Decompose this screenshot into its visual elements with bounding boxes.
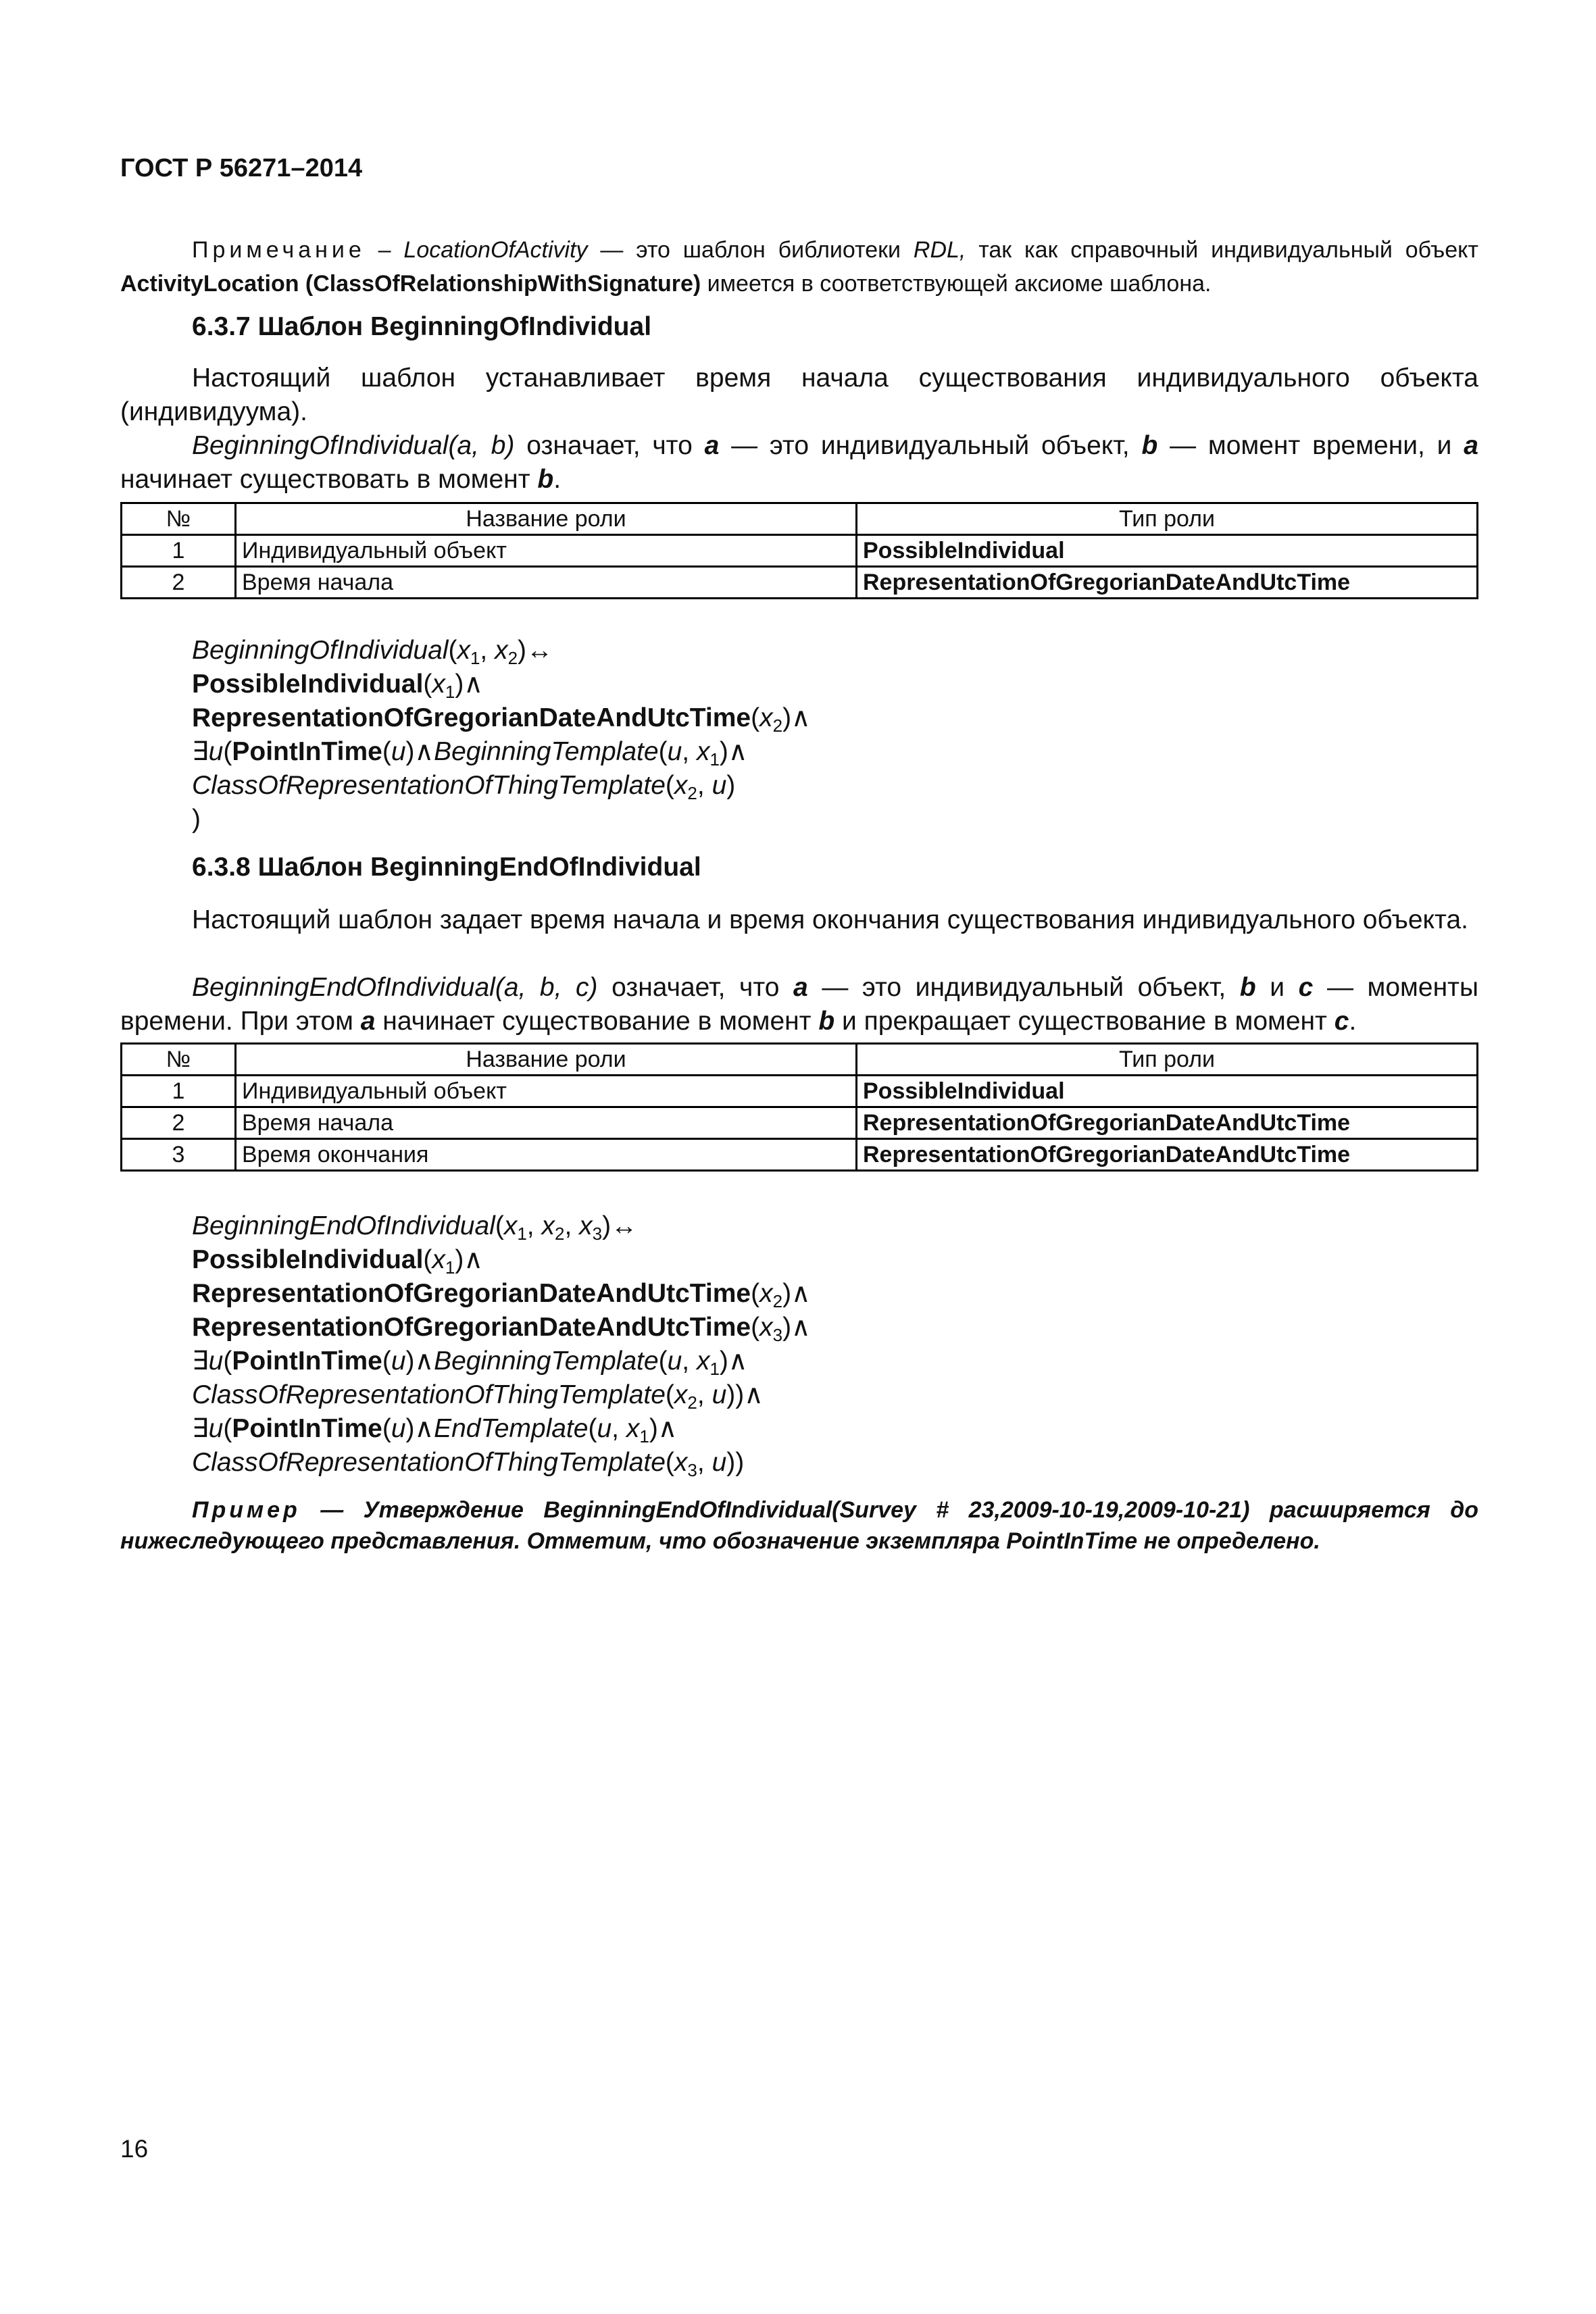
col-role-type: Тип роли — [857, 503, 1478, 535]
note-bold-term: ActivityLocation (ClassOfRelationshipWithSignature) — [120, 271, 701, 297]
section-heading-637: 6.3.7 Шаблон BeginningOfIndividual — [192, 312, 652, 341]
roles-table-638 — [120, 1042, 1478, 1172]
example-paragraph: Пример — Утверждение BeginningEndOfIndividual(Survey # 23,2009-10-19,2009-10-21) расширяется до нижеследующего представления. Отметим, что обозначение экземпляра PointInTime не определено. — [120, 1497, 1478, 1554]
table-row: 1 Индивидуальный объект PossibleIndividual — [122, 1076, 1478, 1107]
col-number: № — [122, 503, 236, 535]
note-term: LocationOfActivity — [403, 237, 588, 263]
col-role-name: Название роли — [236, 1044, 857, 1076]
table-row: 2 Время начала RepresentationOfGregorianDateAndUtcTime — [122, 1107, 1478, 1139]
example-lead: Пример — [192, 1497, 301, 1523]
roles-table-637 — [120, 502, 1478, 599]
document-header: ГОСТ Р 56271–2014 — [120, 154, 363, 182]
table-row: 3 Время окончания RepresentationOfGregorianDateAndUtcTime — [122, 1139, 1478, 1171]
table-row: 1 Индивидуальный объект PossibleIndividual — [122, 535, 1478, 567]
section-heading-638: 6.3.8 Шаблон BeginningEndOfIndividual — [192, 853, 701, 882]
col-role-type: Тип роли — [857, 1044, 1478, 1076]
formula-637: $BeginningOfIndividual(x_1$, $x_2)\leftrightarrow$ $PossibleIndividual(x_1)\wedge$ $RepresentationOfGregorianDateAndUtcTime(x_2)\wedge$ ∃u(PointInTime(u)∧BeginningTemplate(u, $x_1)\wedge$ $ClassOfRepresentationOfThingTemplate(x_2$, u) ) — [192, 636, 811, 834]
section-638-paragraph-1: Настоящий шаблон задает время начала и время окончания существования индивидуального объекта. — [192, 905, 1468, 934]
table-header-row — [122, 503, 1478, 535]
table-header-row — [122, 1044, 1478, 1076]
page-number: 16 — [120, 2135, 149, 2163]
col-role-name: Название роли — [236, 503, 857, 535]
formula-638: $BeginningEndOfIndividual(x_1$, $x_2$, $x_3)\leftrightarrow$ $PossibleIndividual(x_1)\wedge$ $RepresentationOfGregorianDateAndUtcTime(x_2)\wedge$ $RepresentationOfGregorianDateAndUtcTime(x_3)\wedge$ ∃u(PointInTime(u)∧BeginningTemplate(u, $x_1)\wedge$ $ClassOfRepresentationOfThingTemplate(x_2$, u))∧ ∃u(PointInTime(u)∧EndTemplate(u, $x_1)\wedge$ $ClassOfRepresentationOfThingTemplate(x_3$, u)) — [192, 1211, 811, 1480]
section-637-paragraph-1: Настоящий шаблон устанавливает время начала существования индивидуального объекта (индивидуума). — [120, 363, 1478, 426]
table-row: 2 Время начала RepresentationOfGregorianDateAndUtcTime — [122, 567, 1478, 599]
section-637-paragraph-2: BeginningOfIndividual(a, b) означает, что a — это индивидуальный объект, b — момент времени, и a начинает существовать в момент b. — [120, 431, 1478, 494]
note-lead: Примечание — [192, 237, 366, 263]
section-638-paragraph-2: BeginningEndOfIndividual(a, b, c) означает, что a — это индивидуальный объект, b и c — моменты времени. При этом a начинает существование в момент b и прекращает существование в момент c. — [120, 973, 1478, 1036]
col-number: № — [122, 1044, 236, 1076]
note-paragraph: Примечание – LocationOfActivity — это шаблон библиотеки RDL, так как справочный индивидуальный объект ActivityLocation (ClassOfRelationshipWithSignature) имеется в соответствующей аксиоме шаблона. — [120, 237, 1478, 297]
